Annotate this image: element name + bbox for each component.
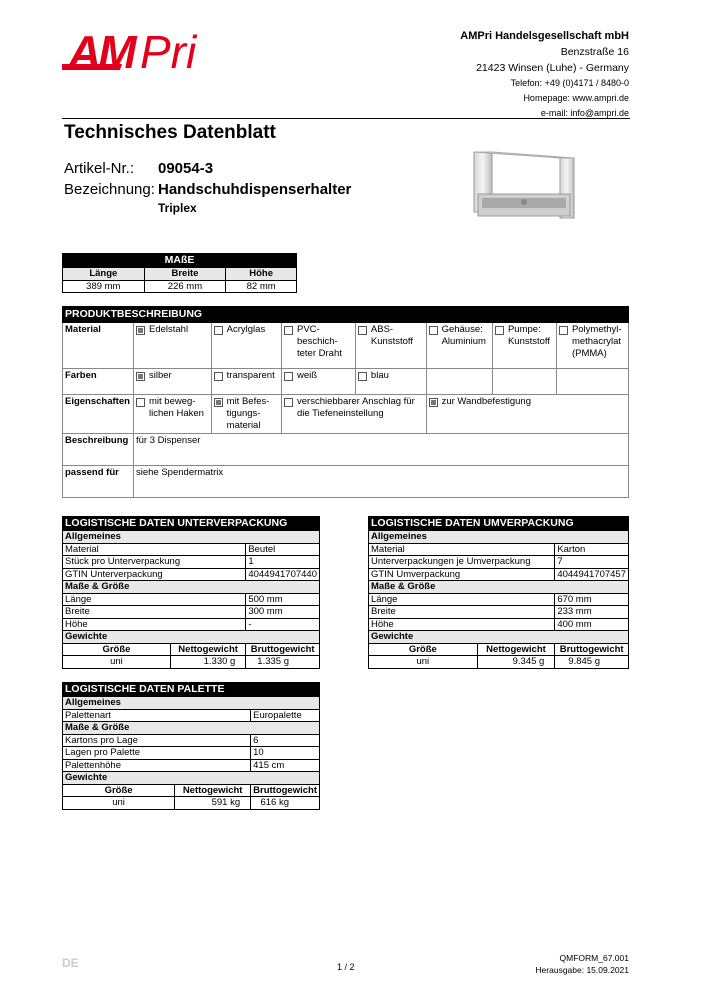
material-option xyxy=(134,323,212,369)
company-city: 21423 Winsen (Luhe) - Germany xyxy=(476,62,629,74)
group-weights: Gewichte xyxy=(63,772,320,785)
material-label: Material xyxy=(63,323,134,369)
empty-cell xyxy=(556,369,628,395)
issue-date: Herausgabe: 15.09.2021 xyxy=(535,965,629,975)
option-text: mit Befes- xyxy=(226,396,270,407)
company-email: e-mail: info@ampri.de xyxy=(540,108,629,118)
product-description-header: PRODUKTBESCHREIBUNG xyxy=(63,307,629,323)
row-value: 1 xyxy=(246,556,320,569)
option-text: Edelstahl xyxy=(149,324,189,335)
empty-cell xyxy=(492,369,556,395)
material-option xyxy=(556,323,628,369)
row-value: - xyxy=(246,618,320,631)
color-option xyxy=(211,369,281,395)
checkbox-icon xyxy=(495,326,504,335)
group-general: Allgemeines xyxy=(63,697,320,710)
weight-col-net: Nettogewicht xyxy=(170,643,245,656)
weight-net: 1.330 g xyxy=(170,656,245,669)
option-text: mit beweg- xyxy=(149,396,196,407)
row-value: 4044941707457 xyxy=(555,568,629,581)
row-label: GTIN Unterverpackung xyxy=(63,568,246,581)
row-value: 400 mm xyxy=(555,618,629,631)
option-text: silber xyxy=(149,370,172,381)
option-text: Aluminium xyxy=(441,336,486,347)
description-value: für 3 Dispenser xyxy=(134,434,629,466)
material-option xyxy=(211,323,281,369)
weight-col-net: Nettogewicht xyxy=(477,643,555,656)
checkbox-icon xyxy=(136,398,145,407)
row-label: Höhe xyxy=(369,618,555,631)
logistics-outer-header: LOGISTISCHE DATEN UMVERPACKUNG xyxy=(369,517,629,531)
svg-text:AM: AM xyxy=(68,26,134,74)
article-label: Artikel-Nr.: xyxy=(64,160,135,177)
checkbox-checked-icon xyxy=(136,372,145,381)
weight-gross: 616 kg xyxy=(251,797,320,810)
row-label: Höhe xyxy=(63,618,246,631)
row-value: Beutel xyxy=(246,543,320,556)
designation-value: Handschuhdispenserhalter xyxy=(158,181,352,198)
option-text: transparent xyxy=(226,370,275,381)
weight-col-gross: Bruttogewicht xyxy=(246,643,320,656)
header-rule xyxy=(62,118,630,119)
option-text: zur Wandbefestigung xyxy=(441,396,531,407)
company-address xyxy=(460,28,629,121)
material-option xyxy=(492,323,556,369)
group-dimensions: Maße & Größe xyxy=(369,581,629,594)
properties-label: Eigenschaften xyxy=(63,395,134,434)
row-label: Lagen pro Palette xyxy=(63,747,251,760)
dim-col-width: Breite xyxy=(144,268,226,281)
option-text: Polymethyl- xyxy=(571,324,622,335)
group-general: Allgemeines xyxy=(369,531,629,544)
option-text: beschich- xyxy=(297,336,338,347)
row-label: Stück pro Unterverpackung xyxy=(63,556,246,569)
weight-size: uni xyxy=(63,656,171,669)
row-label: GTIN Umverpackung xyxy=(369,568,555,581)
checkbox-checked-icon xyxy=(136,326,145,335)
row-value: 233 mm xyxy=(555,606,629,619)
page-number: 1 / 2 xyxy=(337,962,355,972)
dim-width: 226 mm xyxy=(144,280,226,293)
property-option xyxy=(282,395,427,434)
row-value: 6 xyxy=(251,734,320,747)
color-option xyxy=(355,369,426,395)
dim-col-length: Länge xyxy=(63,268,145,281)
checkbox-icon xyxy=(358,372,367,381)
ampri-logo xyxy=(62,26,222,74)
option-text: PVC- xyxy=(297,324,320,335)
group-general: Allgemeines xyxy=(63,531,320,544)
weight-net: 9.345 g xyxy=(477,656,555,669)
checkbox-checked-icon xyxy=(429,398,438,407)
material-option xyxy=(282,323,356,369)
property-option xyxy=(134,395,212,434)
weight-col-gross: Bruttogewicht xyxy=(251,784,320,797)
row-value: 670 mm xyxy=(555,593,629,606)
article-number-row xyxy=(64,160,213,177)
checkbox-checked-icon xyxy=(214,398,223,407)
row-label: Palettenhöhe xyxy=(63,759,251,772)
row-value: 300 mm xyxy=(246,606,320,619)
description-label: Beschreibung xyxy=(63,434,134,466)
option-text: ABS- xyxy=(370,324,394,335)
product-variant: Triplex xyxy=(158,201,197,215)
option-text: Acrylglas xyxy=(226,324,266,335)
logistics-inner-packaging-table xyxy=(62,516,320,669)
color-option xyxy=(282,369,356,395)
row-value: 10 xyxy=(251,747,320,760)
row-label: Länge xyxy=(369,593,555,606)
company-name: AMPri Handelsgesellschaft mbH xyxy=(460,30,629,42)
option-text: Pumpe: xyxy=(507,324,541,335)
option-text: lichen Haken xyxy=(149,408,204,419)
compatible-value: siehe Spendermatrix xyxy=(134,466,629,498)
row-label: Palettenart xyxy=(63,709,251,722)
option-text: tigungs- xyxy=(226,408,261,419)
row-label: Breite xyxy=(369,606,555,619)
form-info xyxy=(535,952,629,976)
empty-cell xyxy=(426,369,492,395)
weight-col-gross: Bruttogewicht xyxy=(555,643,629,656)
option-text: Gehäuse: xyxy=(441,324,483,335)
row-label: Kartons pro Lage xyxy=(63,734,251,747)
weight-size: uni xyxy=(369,656,478,669)
language-code: DE xyxy=(62,956,79,970)
colors-label: Farben xyxy=(63,369,134,395)
group-dimensions: Maße & Größe xyxy=(63,581,320,594)
weight-net: 591 kg xyxy=(175,797,251,810)
material-option xyxy=(355,323,426,369)
option-text: die Tiefeneinstellung xyxy=(297,408,384,419)
checkbox-icon xyxy=(214,372,223,381)
row-value: 500 mm xyxy=(246,593,320,606)
row-label: Breite xyxy=(63,606,246,619)
checkbox-icon xyxy=(214,326,223,335)
row-value: Europalette xyxy=(251,709,320,722)
svg-text:Pri: Pri xyxy=(140,26,197,74)
option-text: verschiebbarer Anschlag für xyxy=(297,396,415,407)
dimensions-header: MAßE xyxy=(63,254,297,268)
logistics-outer-packaging-table xyxy=(368,516,629,669)
row-value: Karton xyxy=(555,543,629,556)
option-text: Kunststoff xyxy=(507,336,551,347)
designation-label: Bezeichnung: xyxy=(64,181,155,198)
weight-col-size: Größe xyxy=(369,643,478,656)
checkbox-icon xyxy=(429,326,438,335)
logistics-pallet-table xyxy=(62,682,320,810)
product-image xyxy=(470,150,578,224)
checkbox-icon xyxy=(358,326,367,335)
option-text: weiß xyxy=(297,370,318,381)
option-text: methacrylat xyxy=(571,336,622,347)
checkbox-icon xyxy=(559,326,568,335)
option-text: teter Draht xyxy=(297,348,342,359)
row-label: Material xyxy=(63,543,246,556)
checkbox-icon xyxy=(284,398,293,407)
logistics-inner-header: LOGISTISCHE DATEN UNTERVERPACKUNG xyxy=(63,517,320,531)
dimensions-table xyxy=(62,253,297,293)
row-label: Material xyxy=(369,543,555,556)
row-value: 4044941707440 xyxy=(246,568,320,581)
product-description-table xyxy=(62,306,629,498)
group-weights: Gewichte xyxy=(63,631,320,644)
row-label: Unterverpackungen je Umverpackung xyxy=(369,556,555,569)
dim-height: 82 mm xyxy=(226,280,297,293)
dim-length: 389 mm xyxy=(63,280,145,293)
weight-size: uni xyxy=(63,797,175,810)
row-value: 7 xyxy=(555,556,629,569)
logistics-pallet-header: LOGISTISCHE DATEN PALETTE xyxy=(63,683,320,697)
checkbox-icon xyxy=(284,326,293,335)
option-text: Kunststoff xyxy=(370,336,413,347)
option-text: material xyxy=(226,420,261,431)
dim-col-height: Höhe xyxy=(226,268,297,281)
checkbox-icon xyxy=(284,372,293,381)
document-title: Technisches Datenblatt xyxy=(64,122,276,143)
group-weights: Gewichte xyxy=(369,631,629,644)
weight-col-size: Größe xyxy=(63,643,171,656)
article-value: 09054-3 xyxy=(158,160,214,177)
form-number: QMFORM_67.001 xyxy=(559,953,629,963)
weight-gross: 1.335 g xyxy=(246,656,320,669)
property-option xyxy=(426,395,628,434)
company-homepage: Homepage: www.ampri.de xyxy=(523,93,629,103)
company-street: Benzstraße 16 xyxy=(560,46,629,58)
material-option xyxy=(426,323,492,369)
designation-row xyxy=(64,181,351,198)
property-option xyxy=(211,395,281,434)
weight-col-net: Nettogewicht xyxy=(175,784,251,797)
color-option xyxy=(134,369,212,395)
row-value: 415 cm xyxy=(251,759,320,772)
weight-gross: 9.845 g xyxy=(555,656,629,669)
row-label: Länge xyxy=(63,593,246,606)
option-text: (PMMA) xyxy=(571,348,607,359)
weight-col-size: Größe xyxy=(63,784,175,797)
compatible-label: passend für xyxy=(63,466,134,498)
group-dimensions: Maße & Größe xyxy=(63,722,320,735)
option-text: blau xyxy=(370,370,389,381)
company-phone: Telefon: +49 (0)4171 / 8480-0 xyxy=(510,78,629,88)
